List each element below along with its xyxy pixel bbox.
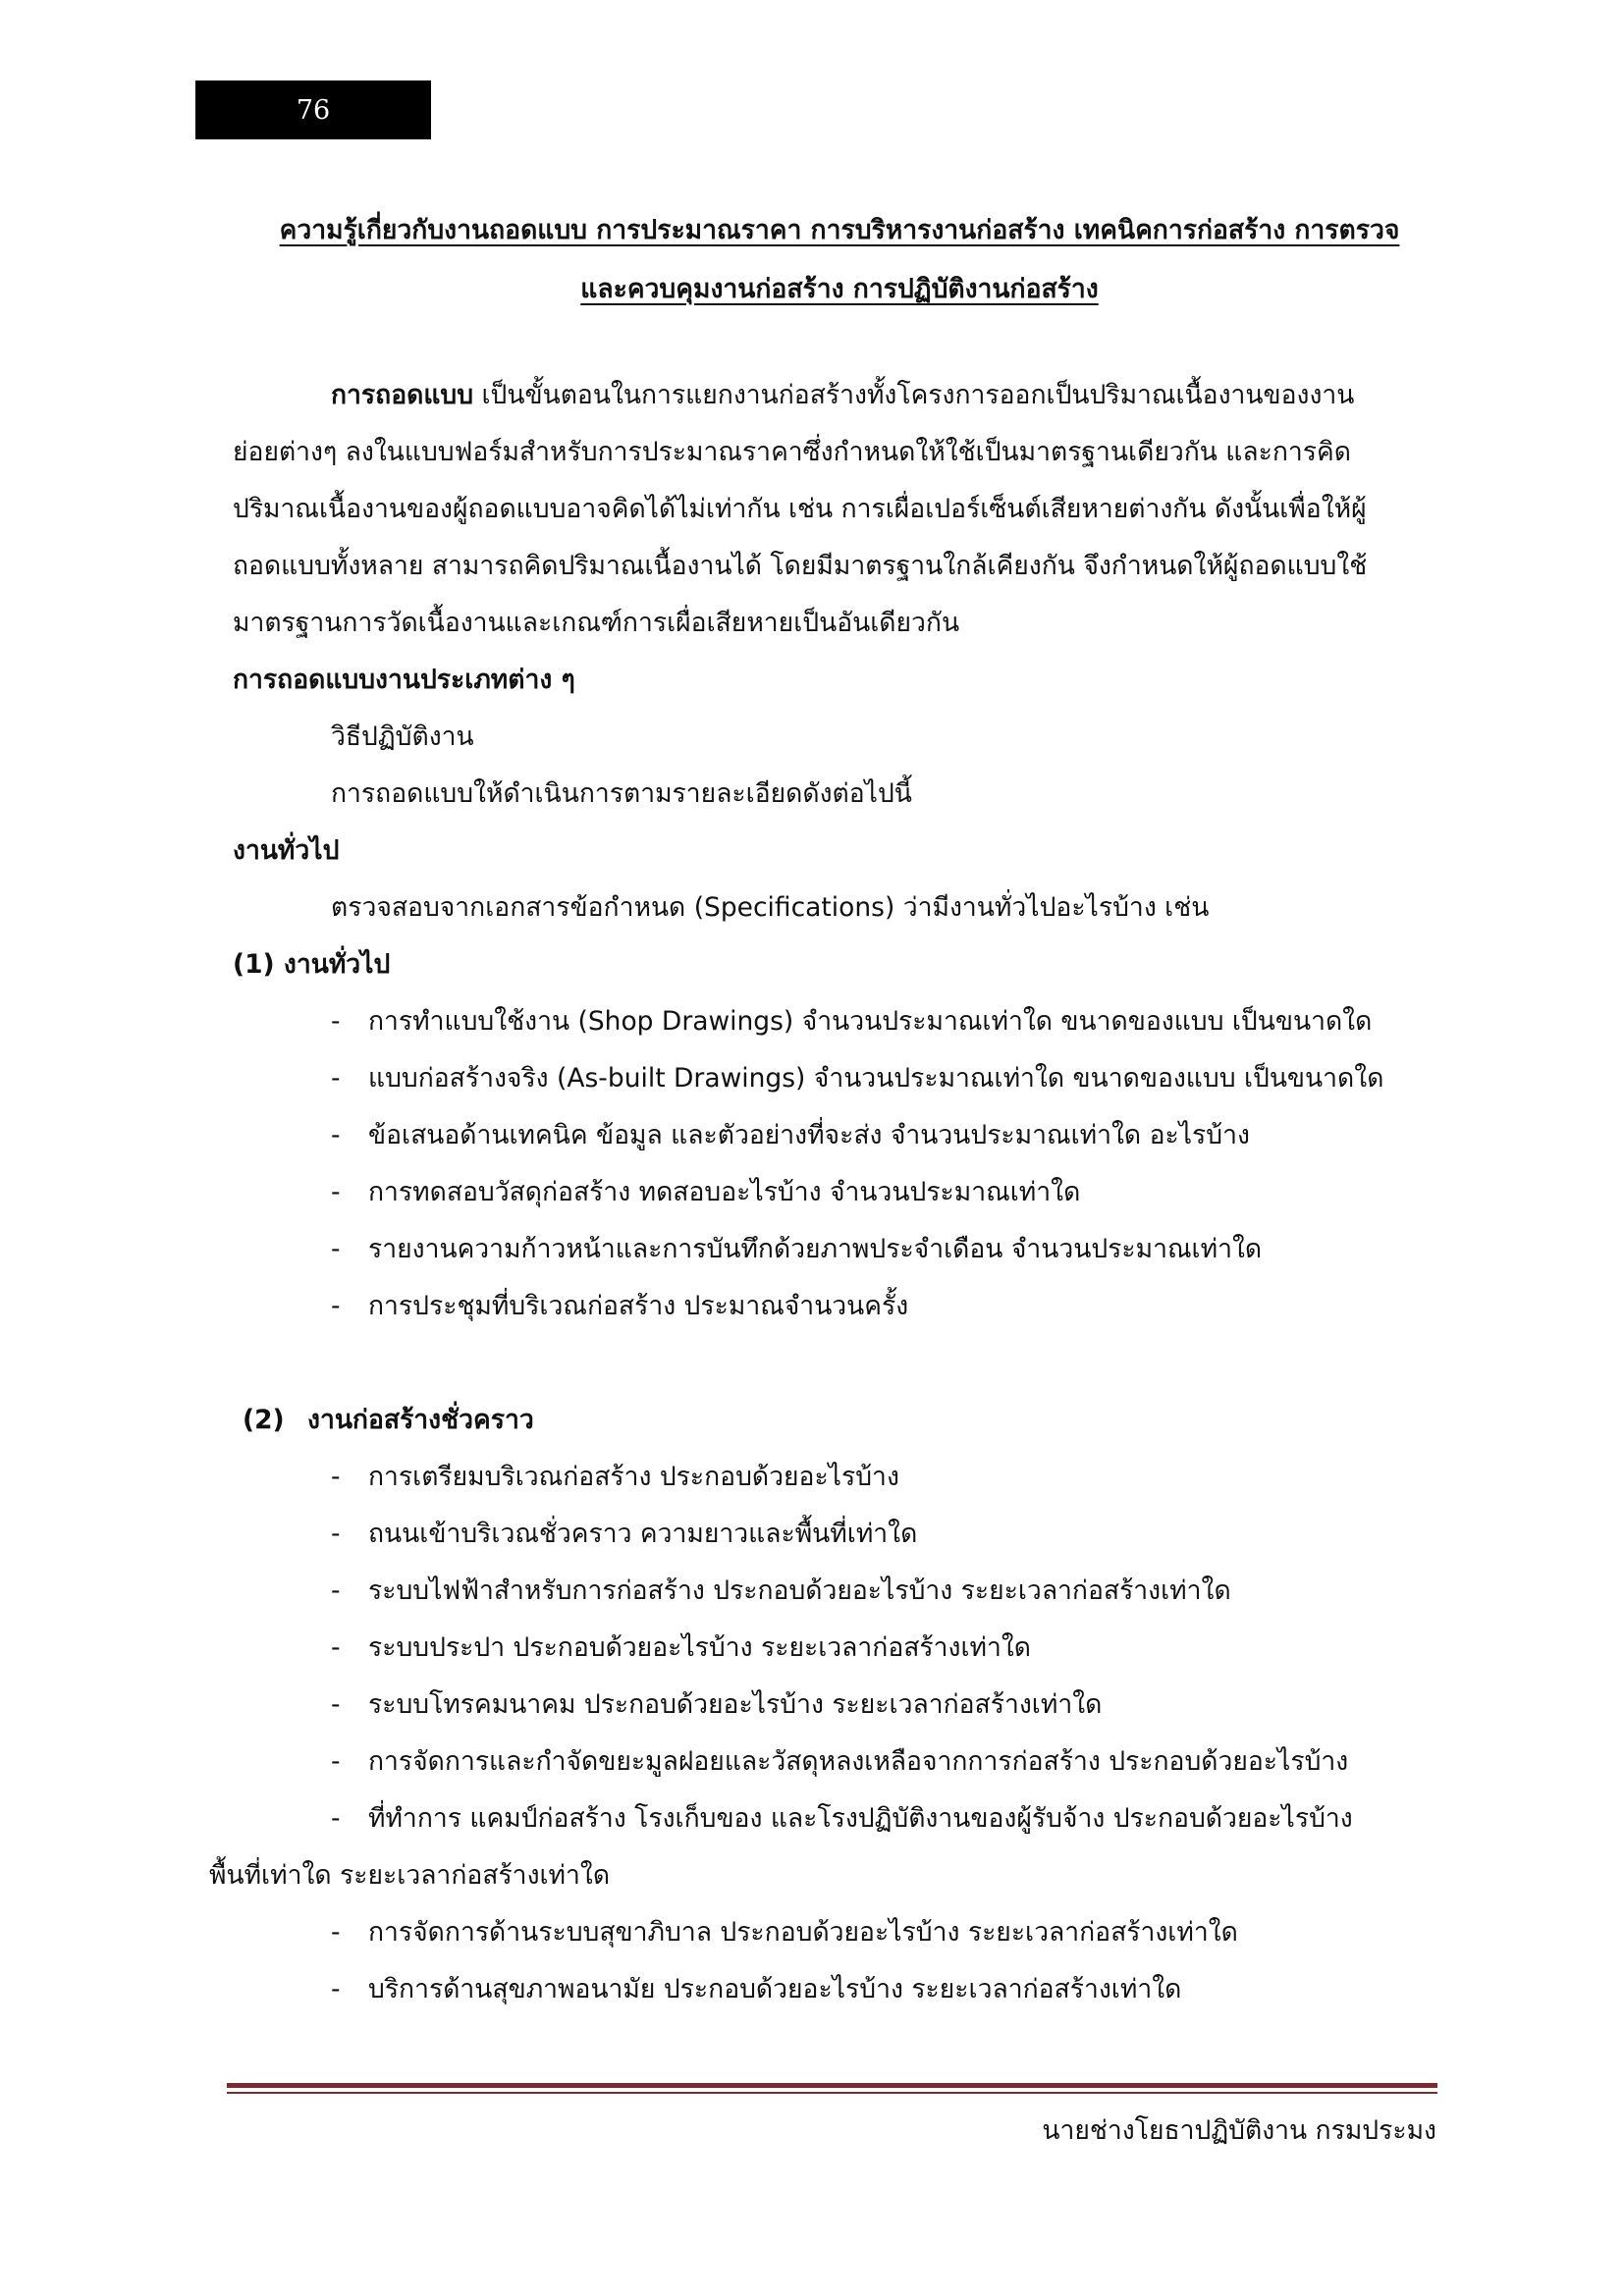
list-item: - ถนนเข้าบริเวณชั่วคราว ความยาวและพื้นที่เท่าใด — [331, 1519, 918, 1549]
list-item: - ระบบไฟฟ้าสำหรับการก่อสร้าง ประกอบด้วยอะไรบ้าง ระยะเวลาก่อสร้างเท่าใด — [331, 1575, 1231, 1606]
intro-line-1-text: เป็นขั้นตอนในการแยกงานก่อสร้างทั้งโครงการออกเป็นปริมาณเนื้องานของงาน — [473, 380, 1355, 410]
title-line-2: และควบคุมงานก่อสร้าง การปฏิบัติงานก่อสร้าง — [580, 274, 1099, 304]
section-1-heading: (1) งานทั่วไป — [233, 949, 391, 980]
list-item: - การทดสอบวัสดุก่อสร้าง ทดสอบอะไรบ้าง จำนวนประมาณเท่าใด — [331, 1177, 1081, 1207]
footer-text: นายช่างโยธาปฏิบัติงาน กรมประมง — [1042, 2115, 1436, 2146]
intro-paragraph-line-2: ย่อยต่างๆ ลงในแบบฟอร์มสำหรับการประมาณราคาซึ่งกำหนดให้ใช้เป็นมาตรฐานเดียวกัน และการคิด — [233, 437, 1351, 467]
general-heading: งานทั่วไป — [233, 835, 340, 866]
list-item: - การทำแบบใช้งาน (Shop Drawings) จำนวนประมาณเท่าใด ขนาดของแบบ เป็นขนาดใด — [331, 1006, 1373, 1037]
intro-paragraph-line-1 — [331, 376, 1354, 415]
heading-types: การถอดแบบงานประเภทต่าง ๆ — [233, 665, 575, 695]
list-item: - ข้อเสนอด้านเทคนิค ข้อมูล และตัวอย่างที่จะส่ง จำนวนประมาณเท่าใด อะไรบ้าง — [331, 1120, 1250, 1150]
list-item: - บริการด้านสุขภาพอนามัย ประกอบด้วยอะไรบ้าง ระยะเวลาก่อสร้างเท่าใด — [331, 1974, 1182, 2004]
general-check-text: ตรวจสอบจากเอกสารข้อกำหนด (Specifications) ว่ามีงานทั่วไปอะไรบ้าง เช่น — [331, 892, 1210, 923]
page-title — [216, 201, 1463, 319]
procedure-label: วิธีปฏิบัติงาน — [331, 721, 474, 752]
page-number: 76 — [195, 80, 431, 139]
list-item: - ระบบโทรคมนาคม ประกอบด้วยอะไรบ้าง ระยะเวลาก่อสร้างเท่าใด — [331, 1689, 1103, 1720]
list-item: - การจัดการและกำจัดขยะมูลฝอยและวัสดุหลงเหลือจากการก่อสร้าง ประกอบด้วยอะไรบ้าง — [331, 1746, 1349, 1777]
procedure-text: การถอดแบบให้ดำเนินการตามรายละเอียดดังต่อไปนี้ — [331, 778, 912, 809]
list-item-continuation: พื้นที่เท่าใด ระยะเวลาก่อสร้างเท่าใด — [209, 1860, 611, 1891]
intro-paragraph-line-4: ถอดแบบทั้งหลาย สามารถคิดปริมาณเนื้องานได้ โดยมีมาตรฐานใกล้เคียงกัน จึงกำหนดให้ผู้ถอดแบบใช้ — [233, 551, 1368, 581]
list-item: - ระบบประปา ประกอบด้วยอะไรบ้าง ระยะเวลาก่อสร้างเท่าใด — [331, 1632, 1032, 1663]
title-line-1: ความรู้เกี่ยวกับงานถอดแบบ การประมาณราคา การบริหารงานก่อสร้าง เทคนิคการก่อสร้าง การตรวจ — [279, 215, 1400, 245]
section-2-number: (2) — [243, 1405, 285, 1435]
intro-term: การถอดแบบ — [331, 380, 474, 410]
list-item: - การประชุมที่บริเวณก่อสร้าง ประมาณจำนวนครั้ง — [331, 1291, 909, 1321]
list-item: - แบบก่อสร้างจริง (As-built Drawings) จำนวนประมาณเท่าใด ขนาดของแบบ เป็นขนาดใด — [331, 1063, 1384, 1094]
list-item: - การจัดการด้านระบบสุขาภิบาล ประกอบด้วยอะไรบ้าง ระยะเวลาก่อสร้างเท่าใด — [331, 1917, 1238, 1948]
list-item: - รายงานความก้าวหน้าและการบันทึกด้วยภาพประจำเดือน จำนวนประมาณเท่าใด — [331, 1234, 1263, 1264]
section-2-title: งานก่อสร้างชั่วคราว — [307, 1405, 534, 1435]
intro-paragraph-line-3: ปริมาณเนื้องานของผู้ถอดแบบอาจคิดได้ไม่เท่ากัน เช่น การเผื่อเปอร์เซ็นต์เสียหายต่างกัน ดังนั้นเพื่อให้ผู้ — [233, 494, 1367, 524]
list-item: - ที่ทำการ แคมป์ก่อสร้าง โรงเก็บของ และโรงปฏิบัติงานของผู้รับจ้าง ประกอบด้วยอะไรบ้าง — [331, 1803, 1353, 1834]
list-item: - การเตรียมบริเวณก่อสร้าง ประกอบด้วยอะไรบ้าง — [331, 1462, 899, 1492]
intro-paragraph-line-5: มาตรฐานการวัดเนื้องานและเกณฑ์การเผื่อเสียหายเป็นอันเดียวกัน — [233, 608, 960, 638]
footer-rule-thick — [227, 2083, 1437, 2088]
footer-rule-thin — [227, 2092, 1437, 2094]
section-2-heading — [243, 1401, 534, 1440]
